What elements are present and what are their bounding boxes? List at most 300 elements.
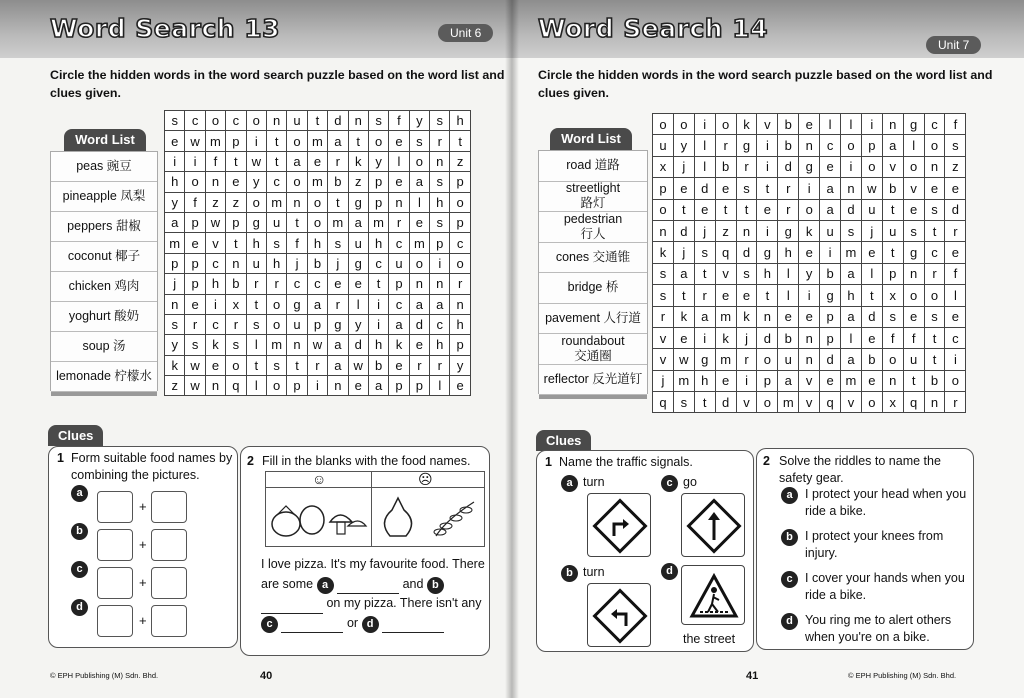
grid-cell[interactable]: o — [307, 212, 327, 232]
grid-cell[interactable]: r — [778, 178, 799, 199]
grid-cell[interactable]: s — [328, 233, 348, 253]
blank-a[interactable] — [337, 582, 399, 594]
grid-cell[interactable]: e — [409, 335, 429, 355]
grid-cell[interactable]: s — [165, 314, 185, 334]
grid-cell[interactable]: a — [778, 370, 799, 391]
grid-cell[interactable]: t — [287, 355, 307, 375]
grid-cell[interactable]: j — [673, 242, 694, 263]
grid-cell[interactable]: z — [715, 220, 736, 241]
grid-cell[interactable]: c — [368, 253, 388, 273]
grid-cell[interactable]: s — [430, 172, 450, 192]
grid-cell[interactable]: c — [820, 135, 841, 156]
grid-cell[interactable]: p — [185, 212, 205, 232]
grid-cell[interactable]: e — [226, 172, 246, 192]
grid-cell[interactable]: r — [226, 314, 246, 334]
grid-cell[interactable]: i — [820, 242, 841, 263]
grid-cell[interactable]: a — [348, 212, 368, 232]
grid-cell[interactable]: u — [903, 349, 924, 370]
grid-cell[interactable]: f — [945, 263, 966, 284]
grid-cell[interactable]: o — [861, 156, 882, 177]
grid-cell[interactable]: p — [226, 212, 246, 232]
grid-cell[interactable]: s — [185, 335, 205, 355]
blank-b[interactable] — [261, 602, 323, 614]
grid-cell[interactable]: q — [715, 242, 736, 263]
grid-cell[interactable]: e — [165, 131, 185, 151]
grid-cell[interactable]: l — [841, 327, 862, 348]
grid-cell[interactable]: c — [226, 111, 246, 131]
grid-cell[interactable]: l — [246, 335, 266, 355]
grid-cell[interactable]: a — [430, 294, 450, 314]
grid-cell[interactable]: o — [799, 199, 820, 220]
grid-cell[interactable]: e — [307, 151, 327, 171]
grid-cell[interactable]: e — [799, 114, 820, 135]
grid-cell[interactable]: t — [246, 294, 266, 314]
grid-cell[interactable]: t — [882, 199, 903, 220]
grid-cell[interactable]: y — [246, 172, 266, 192]
grid-cell[interactable]: l — [694, 156, 715, 177]
grid-cell[interactable]: n — [226, 253, 246, 273]
grid-cell[interactable]: s — [266, 233, 286, 253]
grid-cell[interactable]: i — [694, 327, 715, 348]
grid-cell[interactable]: o — [409, 253, 429, 273]
grid-cell[interactable]: e — [820, 156, 841, 177]
grid-cell[interactable]: i — [799, 285, 820, 306]
grid-cell[interactable]: e — [778, 306, 799, 327]
grid-cell[interactable]: r — [736, 156, 757, 177]
grid-cell[interactable]: t — [861, 285, 882, 306]
grid-cell[interactable]: m — [409, 233, 429, 253]
grid-cell[interactable]: d — [736, 242, 757, 263]
grid-cell[interactable]: o — [861, 392, 882, 413]
grid-cell[interactable]: p — [450, 335, 470, 355]
grid-cell[interactable]: a — [328, 355, 348, 375]
grid-cell[interactable]: t — [757, 178, 778, 199]
grid-cell[interactable]: v — [799, 392, 820, 413]
grid-cell[interactable]: s — [924, 199, 945, 220]
grid-cell[interactable]: a — [389, 314, 409, 334]
grid-cell[interactable]: a — [328, 131, 348, 151]
grid-cell[interactable]: b — [778, 327, 799, 348]
grid-cell[interactable]: o — [945, 370, 966, 391]
grid-cell[interactable]: t — [757, 285, 778, 306]
grid-cell[interactable]: e — [673, 178, 694, 199]
grid-cell[interactable]: o — [266, 376, 286, 396]
grid-cell[interactable]: t — [924, 349, 945, 370]
grid-cell[interactable]: t — [226, 151, 246, 171]
grid-cell[interactable]: o — [757, 392, 778, 413]
grid-cell[interactable]: d — [820, 349, 841, 370]
grid-cell[interactable]: a — [820, 178, 841, 199]
grid-cell[interactable]: e — [715, 285, 736, 306]
grid-cell[interactable]: o — [368, 131, 388, 151]
grid-cell[interactable]: n — [841, 178, 862, 199]
grid-cell[interactable]: p — [820, 327, 841, 348]
grid-cell[interactable]: b — [882, 178, 903, 199]
grid-cell[interactable]: m — [715, 349, 736, 370]
grid-cell[interactable]: e — [389, 131, 409, 151]
grid-cell[interactable]: h — [368, 233, 388, 253]
grid-cell[interactable]: t — [328, 192, 348, 212]
grid-cell[interactable]: o — [266, 314, 286, 334]
grid-cell[interactable]: l — [945, 285, 966, 306]
grid-cell[interactable]: f — [287, 233, 307, 253]
grid-cell[interactable]: m — [165, 233, 185, 253]
grid-cell[interactable]: q — [903, 392, 924, 413]
grid-cell[interactable]: e — [757, 199, 778, 220]
grid-cell[interactable]: f — [882, 327, 903, 348]
grid-cell[interactable]: s — [882, 306, 903, 327]
grid-cell[interactable]: x — [882, 285, 903, 306]
grid-cell[interactable]: u — [287, 314, 307, 334]
grid-cell[interactable]: r — [694, 285, 715, 306]
grid-cell[interactable]: g — [820, 285, 841, 306]
grid-cell[interactable]: i — [165, 151, 185, 171]
grid-cell[interactable]: o — [450, 192, 470, 212]
grid-cell[interactable]: i — [757, 156, 778, 177]
grid-cell[interactable]: a — [694, 306, 715, 327]
grid-cell[interactable]: w — [185, 376, 205, 396]
grid-cell[interactable]: h — [205, 274, 225, 294]
grid-cell[interactable]: g — [736, 135, 757, 156]
grid-cell[interactable]: s — [368, 111, 388, 131]
grid-cell[interactable]: g — [348, 253, 368, 273]
grid-cell[interactable]: p — [368, 192, 388, 212]
grid-cell[interactable]: m — [673, 370, 694, 391]
grid-cell[interactable]: m — [841, 370, 862, 391]
grid-cell[interactable]: v — [736, 392, 757, 413]
grid-cell[interactable]: y — [450, 355, 470, 375]
grid-cell[interactable]: c — [205, 314, 225, 334]
grid-cell[interactable]: h — [778, 242, 799, 263]
grid-cell[interactable]: e — [715, 178, 736, 199]
grid-cell[interactable]: y — [799, 263, 820, 284]
grid-cell[interactable]: c — [924, 242, 945, 263]
grid-cell[interactable]: e — [945, 306, 966, 327]
grid-cell[interactable]: n — [757, 306, 778, 327]
grid-cell[interactable]: r — [266, 274, 286, 294]
grid-cell[interactable]: l — [841, 114, 862, 135]
grid-cell[interactable]: p — [757, 370, 778, 391]
grid-cell[interactable]: i — [368, 294, 388, 314]
grid-cell[interactable]: l — [861, 263, 882, 284]
grid-cell[interactable]: i — [861, 114, 882, 135]
grid-cell[interactable]: f — [205, 151, 225, 171]
grid-cell[interactable]: v — [653, 349, 674, 370]
grid-cell[interactable]: w — [185, 131, 205, 151]
grid-cell[interactable]: a — [368, 376, 388, 396]
grid-cell[interactable]: t — [924, 220, 945, 241]
grid-cell[interactable]: t — [715, 199, 736, 220]
grid-cell[interactable]: o — [450, 253, 470, 273]
grid-cell[interactable]: a — [409, 294, 429, 314]
grid-cell[interactable]: e — [389, 172, 409, 192]
grid-cell[interactable]: g — [348, 192, 368, 212]
grid-cell[interactable]: r — [736, 349, 757, 370]
grid-cell[interactable]: o — [287, 131, 307, 151]
grid-cell[interactable]: b — [778, 135, 799, 156]
grid-cell[interactable]: i — [246, 131, 266, 151]
grid-cell[interactable]: s — [246, 314, 266, 334]
grid-cell[interactable]: d — [945, 199, 966, 220]
grid-cell[interactable]: r — [778, 199, 799, 220]
grid-cell[interactable]: m — [266, 192, 286, 212]
grid-cell[interactable]: d — [348, 335, 368, 355]
grid-cell[interactable]: c — [185, 111, 205, 131]
grid-cell[interactable]: i — [799, 178, 820, 199]
grid-cell[interactable]: c — [945, 327, 966, 348]
grid-cell[interactable]: w — [861, 178, 882, 199]
grid-cell[interactable]: m — [715, 306, 736, 327]
grid-cell[interactable]: i — [185, 151, 205, 171]
grid-cell[interactable]: d — [715, 392, 736, 413]
grid-cell[interactable]: a — [307, 294, 327, 314]
grid-cell[interactable]: h — [430, 335, 450, 355]
grid-cell[interactable]: d — [841, 199, 862, 220]
grid-cell[interactable]: i — [757, 220, 778, 241]
grid-cell[interactable]: w — [185, 355, 205, 375]
grid-cell[interactable]: p — [307, 314, 327, 334]
grid-cell[interactable]: s — [841, 220, 862, 241]
grid-cell[interactable]: z — [205, 192, 225, 212]
grid-cell[interactable]: e — [389, 355, 409, 375]
grid-cell[interactable]: j — [653, 370, 674, 391]
grid-cell[interactable]: e — [861, 242, 882, 263]
grid-cell[interactable]: b — [226, 274, 246, 294]
grid-cell[interactable]: r — [185, 314, 205, 334]
grid-cell[interactable]: p — [226, 131, 246, 151]
grid-cell[interactable]: p — [430, 233, 450, 253]
grid-cell[interactable]: o — [246, 111, 266, 131]
grid-cell[interactable]: i — [430, 253, 450, 273]
grid-cell[interactable]: e — [185, 294, 205, 314]
grid-cell[interactable]: m — [368, 212, 388, 232]
grid-cell[interactable]: n — [266, 111, 286, 131]
grid-cell[interactable]: q — [653, 392, 674, 413]
grid-cell[interactable]: e — [348, 274, 368, 294]
grid-cell[interactable]: v — [757, 114, 778, 135]
grid-cell[interactable]: y — [368, 151, 388, 171]
grid-cell[interactable]: h — [841, 285, 862, 306]
grid-cell[interactable]: z — [450, 151, 470, 171]
grid-cell[interactable]: p — [389, 274, 409, 294]
grid-cell[interactable]: b — [778, 114, 799, 135]
grid-cell[interactable]: e — [185, 233, 205, 253]
grid-cell[interactable]: s — [653, 285, 674, 306]
grid-cell[interactable]: n — [165, 294, 185, 314]
grid-cell[interactable]: a — [841, 349, 862, 370]
grid-cell[interactable]: r — [389, 212, 409, 232]
grid-cell[interactable]: c — [205, 253, 225, 273]
grid-cell[interactable]: c — [924, 114, 945, 135]
grid-cell[interactable]: q — [820, 392, 841, 413]
grid-cell[interactable]: r — [409, 355, 429, 375]
grid-cell[interactable]: h — [450, 111, 470, 131]
grid-cell[interactable]: b — [368, 355, 388, 375]
grid-cell[interactable]: n — [287, 192, 307, 212]
grid-cell[interactable]: p — [185, 274, 205, 294]
grid-cell[interactable]: c — [266, 172, 286, 192]
grid-cell[interactable]: l — [409, 192, 429, 212]
grid-cell[interactable]: s — [903, 220, 924, 241]
grid-cell[interactable]: t — [882, 242, 903, 263]
grid-cell[interactable]: u — [882, 220, 903, 241]
grid-cell[interactable]: t — [924, 327, 945, 348]
grid-cell[interactable]: t — [903, 370, 924, 391]
grid-cell[interactable]: m — [307, 131, 327, 151]
grid-cell[interactable]: t — [368, 274, 388, 294]
grid-cell[interactable]: o — [653, 114, 674, 135]
grid-cell[interactable]: u — [389, 253, 409, 273]
grid-cell[interactable]: t — [694, 263, 715, 284]
grid-cell[interactable]: v — [715, 263, 736, 284]
grid-cell[interactable]: h — [430, 192, 450, 212]
grid-cell[interactable]: c — [389, 294, 409, 314]
grid-cell[interactable]: k — [736, 306, 757, 327]
grid-cell[interactable]: n — [799, 135, 820, 156]
grid-cell[interactable]: d — [409, 314, 429, 334]
grid-cell[interactable]: k — [389, 335, 409, 355]
grid-cell[interactable]: t — [307, 111, 327, 131]
grid-cell[interactable]: o — [205, 111, 225, 131]
grid-cell[interactable]: x — [882, 392, 903, 413]
grid-cell[interactable]: o — [882, 349, 903, 370]
grid-cell[interactable]: j — [328, 253, 348, 273]
grid-cell[interactable]: g — [778, 220, 799, 241]
grid-cell[interactable]: w — [246, 151, 266, 171]
grid-cell[interactable]: v — [841, 392, 862, 413]
grid-cell[interactable]: n — [924, 156, 945, 177]
grid-cell[interactable]: c — [450, 233, 470, 253]
grid-cell[interactable]: b — [820, 263, 841, 284]
grid-cell[interactable]: c — [389, 233, 409, 253]
grid-cell[interactable]: l — [348, 294, 368, 314]
grid-cell[interactable]: e — [924, 178, 945, 199]
grid-cell[interactable]: x — [653, 156, 674, 177]
grid-cell[interactable]: j — [694, 220, 715, 241]
grid-cell[interactable]: p — [882, 263, 903, 284]
grid-cell[interactable]: o — [653, 199, 674, 220]
grid-cell[interactable]: e — [861, 327, 882, 348]
grid-cell[interactable]: p — [185, 253, 205, 273]
grid-cell[interactable]: l — [430, 376, 450, 396]
grid-cell[interactable]: g — [287, 294, 307, 314]
grid-cell[interactable]: z — [348, 172, 368, 192]
grid-cell[interactable]: l — [903, 135, 924, 156]
grid-cell[interactable]: s — [736, 263, 757, 284]
grid-cell[interactable]: n — [205, 376, 225, 396]
grid-cell[interactable]: a — [409, 172, 429, 192]
grid-cell[interactable]: i — [307, 376, 327, 396]
grid-cell[interactable]: p — [409, 376, 429, 396]
grid-cell[interactable]: g — [757, 242, 778, 263]
grid-cell[interactable]: l — [389, 151, 409, 171]
grid-cell[interactable]: n — [736, 220, 757, 241]
grid-cell[interactable]: v — [653, 327, 674, 348]
grid-cell[interactable]: j — [287, 253, 307, 273]
grid-cell[interactable]: b — [715, 156, 736, 177]
grid-cell[interactable]: x — [226, 294, 246, 314]
grid-cell[interactable]: n — [205, 172, 225, 192]
grid-cell[interactable]: i — [841, 156, 862, 177]
grid-cell[interactable]: t — [736, 199, 757, 220]
grid-cell[interactable]: r — [945, 220, 966, 241]
grid-cell[interactable]: u — [778, 349, 799, 370]
grid-cell[interactable]: p — [368, 172, 388, 192]
grid-cell[interactable]: v — [205, 233, 225, 253]
grid-cell[interactable]: c — [307, 274, 327, 294]
grid-cell[interactable]: t — [266, 131, 286, 151]
grid-cell[interactable]: g — [328, 314, 348, 334]
grid-cell[interactable]: t — [246, 355, 266, 375]
grid-cell[interactable]: g — [246, 212, 266, 232]
grid-cell[interactable]: w — [205, 212, 225, 232]
grid-cell[interactable]: e — [903, 306, 924, 327]
grid-cell[interactable]: d — [757, 327, 778, 348]
grid-cell[interactable]: i — [757, 135, 778, 156]
grid-cell[interactable]: z — [165, 376, 185, 396]
grid-cell[interactable]: c — [430, 314, 450, 334]
grid-cell[interactable]: o — [715, 114, 736, 135]
grid-cell[interactable]: n — [430, 151, 450, 171]
grid-cell[interactable]: y — [165, 192, 185, 212]
grid-cell[interactable]: s — [430, 111, 450, 131]
grid-cell[interactable]: e — [945, 242, 966, 263]
grid-cell[interactable]: m — [778, 392, 799, 413]
grid-cell[interactable]: r — [945, 392, 966, 413]
grid-cell[interactable]: r — [430, 355, 450, 375]
grid-cell[interactable]: b — [328, 172, 348, 192]
grid-cell[interactable]: o — [409, 151, 429, 171]
grid-cell[interactable]: n — [924, 392, 945, 413]
grid-cell[interactable]: n — [799, 327, 820, 348]
grid-cell[interactable]: o — [903, 156, 924, 177]
grid-cell[interactable]: r — [450, 274, 470, 294]
grid-cell[interactable]: a — [673, 263, 694, 284]
grid-cell[interactable]: e — [409, 212, 429, 232]
grid-cell[interactable]: o — [757, 349, 778, 370]
grid-cell[interactable]: p — [450, 172, 470, 192]
grid-cell[interactable]: e — [945, 178, 966, 199]
grid-cell[interactable]: b — [307, 253, 327, 273]
grid-cell[interactable]: u — [246, 253, 266, 273]
grid-cell[interactable]: s — [409, 131, 429, 151]
grid-cell[interactable]: a — [287, 151, 307, 171]
grid-cell[interactable]: l — [246, 376, 266, 396]
grid-cell[interactable]: r — [246, 274, 266, 294]
grid-cell[interactable]: p — [653, 178, 674, 199]
grid-cell[interactable]: l — [694, 135, 715, 156]
grid-cell[interactable]: n — [450, 294, 470, 314]
grid-cell[interactable]: n — [903, 263, 924, 284]
grid-cell[interactable]: i — [694, 114, 715, 135]
grid-cell[interactable]: a — [165, 212, 185, 232]
grid-cell[interactable]: r — [715, 135, 736, 156]
grid-cell[interactable]: k — [205, 335, 225, 355]
grid-cell[interactable]: n — [430, 274, 450, 294]
grid-cell[interactable]: l — [778, 263, 799, 284]
grid-cell[interactable]: r — [328, 151, 348, 171]
grid-cell[interactable]: h — [266, 253, 286, 273]
grid-cell[interactable]: h — [694, 370, 715, 391]
grid-cell[interactable]: n — [287, 335, 307, 355]
grid-cell[interactable]: r — [924, 263, 945, 284]
grid-cell[interactable]: q — [226, 376, 246, 396]
grid-cell[interactable]: a — [820, 199, 841, 220]
grid-cell[interactable]: f — [185, 192, 205, 212]
grid-cell[interactable]: o — [924, 135, 945, 156]
grid-cell[interactable]: t — [226, 233, 246, 253]
grid-cell[interactable]: c — [287, 274, 307, 294]
